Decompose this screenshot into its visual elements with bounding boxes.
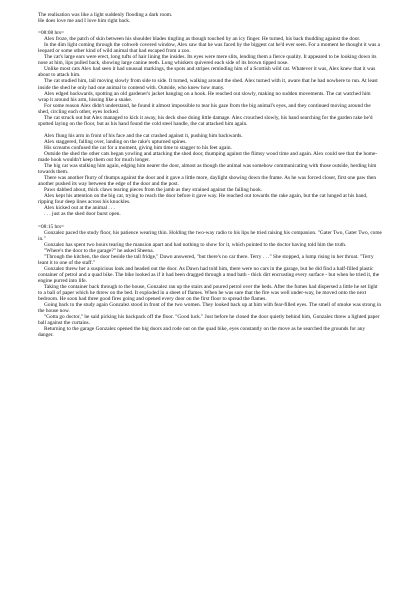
paragraph: The cat's large ears were erect, long tufts of hair lining the insides. Its eyes were mere slits, lending them a fierce quality. It appeared to be looking down its nose at him, lips pulled back, showing large canine teeth. Long whiskers quivered each side of its brown tipped nose. bbox=[38, 54, 377, 67]
paragraph: There was another flurry of thumps against the door and it gave a little more, daylight showing down the frame. As he was forced closer, first one paw then another pushed its way between the edge of the door and the post. bbox=[38, 175, 377, 188]
paragraph: He does love me and I love him right back. bbox=[38, 18, 131, 25]
paragraph: His screams confused the cat for a moment, giving him time to stagger to his feet again. bbox=[44, 144, 232, 151]
paragraph: For some reason Alex didn't understand, he found it almost impossible to tear his gaze from the big animal's eyes, and they continued moving around the shed, circling each other, eyes locked. bbox=[38, 102, 371, 115]
paragraph: Paws dabbed about, thick claws tearing pieces from the jamb as they strained against the failing hook. bbox=[44, 187, 263, 194]
paragraph: . . . just as the shed door burst open. bbox=[44, 211, 121, 218]
paragraph: The cat struck out but Alex managed to kick it away, his deck shoe doing little damage. Alex crouched slowly, his hand searching for the garden rake he'd spotted laying on the floor, but as his hand found the cold steel handle, the cat attacked him again. bbox=[38, 114, 373, 127]
paragraph: "Through the kitchen, the door beside the tall fridge," Dawn answered, "but there's no car there. Terry . . ." She stopped, a lump rising in her throat. "Terry leant it to one of the staff." bbox=[38, 253, 374, 266]
paragraph: Gonzalez paced the study floor, his patience wearing thin. Holding the two-way radio to his lips he tried raising his companion. "Gater Two, Gater Two, come in." bbox=[38, 229, 382, 242]
paragraph: Going back to the study again Gonzalez stood in front of the two women. They looked back up at him with fear-filled eyes. The smell of smoke was strong in the house now. bbox=[38, 302, 382, 315]
paragraph: Gonzalez threw her a suspicious look and headed out the door. As Dawn had told him, there were no cars in the garage, but he did find a half-filled plastic container of petrol and a quad bike. The bike looked as if it had been dragged through a mud bath - thick dirt encrusting every surface - but when he tried it, the engine purred into life. bbox=[38, 265, 380, 284]
section-time-marker: =08:08 hrs= bbox=[38, 30, 65, 37]
paragraph: Alex flung his arm in front of his face and the cat crashed against it, pushing him backwards. bbox=[44, 132, 243, 139]
paragraph: Alex froze, the patch of skin between his shoulder blades tingling as though touched by an icy finger. He turned, his back thudding against the door. bbox=[44, 36, 361, 43]
paragraph: Gonzalez has spent two hours tearing the mansion apart and had nothing to show for it, which pointed to the doctor having told him the truth. bbox=[44, 241, 347, 248]
paragraph: Alex staggered, falling over, landing on the rake's upturned spines. bbox=[44, 138, 187, 145]
paragraph: The big cat was stalking him again, edging him nearer the door, almost as though the animal was somehow communicating with those outside, herding him towards them. bbox=[38, 163, 377, 176]
paragraph: The realisation was like a light suddenly flooding a dark room. bbox=[38, 12, 173, 18]
paragraph: "Where's the door to the garage?" he asked Sheena. bbox=[44, 247, 154, 254]
paragraph: "Gotta go doctor," he said picking his backpack off the floor. "Good luck." Just before he closed the door quietly behind him, Gonzalez threw a lighted paper ball against the curtains. bbox=[38, 314, 380, 327]
paragraph: In the dim light coming through the cobweb covered window, Alex saw that he was faced by the biggest cat he'd ever seen. For a moment he thought it was a leopard or some other kind of wild animal that had escaped from a zoo. bbox=[38, 42, 380, 55]
paragraph: Outside the shed the other cats began yowling and attacking the shed door, thumping against the flimsy wood time and again. Alex could see that the home-made hook wouldn't keep them out for much longer. bbox=[38, 150, 378, 164]
paragraph: Alex kicked out at the animal . . . bbox=[44, 205, 116, 212]
paragraph: Returning to the garage Gonzalez opened the big doors and rode out on the quad bike, eyes constantly on the move as he searched the grounds for any danger. bbox=[38, 326, 366, 339]
paragraph: The cat studied him, tail moving slowly from side to side. It turned, walking around the shed. Alex turned with it, aware that he had nowhere to run. At least inside the shed he only had one animal to contend with. Outside, who knew how many. bbox=[38, 78, 378, 91]
paragraph: Alex kept his attention on the big cat, trying to reach the door before it gave way. He reached out towards the rake again, but the cat lunged at his hand, ripping four deep lines across his knuckles. bbox=[38, 193, 368, 206]
paragraph: Unlike most cats Alex had seen it had unusual markings, the spots and stripes reminding him of a Scottish wild cat. Whatever it was, Alex knew that it was about to attack him. bbox=[38, 66, 376, 79]
paragraph: Alex edged backwards, spotting an old gardener's jacket hanging on a hook. He reached out slowly, making no sudden movements. The cat watched him wrap it around his arm, hissing like a snake. bbox=[38, 90, 371, 103]
section-time-marker: =08:15 hrs= bbox=[38, 223, 65, 230]
paragraph: Taking the container back through to the house, Gonzalez ran up the stairs and poured petrol over the beds. After the fumes had dispersed a little he set light to a ball of paper which he threw on the bed. It exploded in a sheet of flames. When he was sure that the fire was well under-way, he moved onto the next bedroom. He soon had three good fires going and opened every door on the first floor to spread the flames. bbox=[38, 283, 378, 303]
